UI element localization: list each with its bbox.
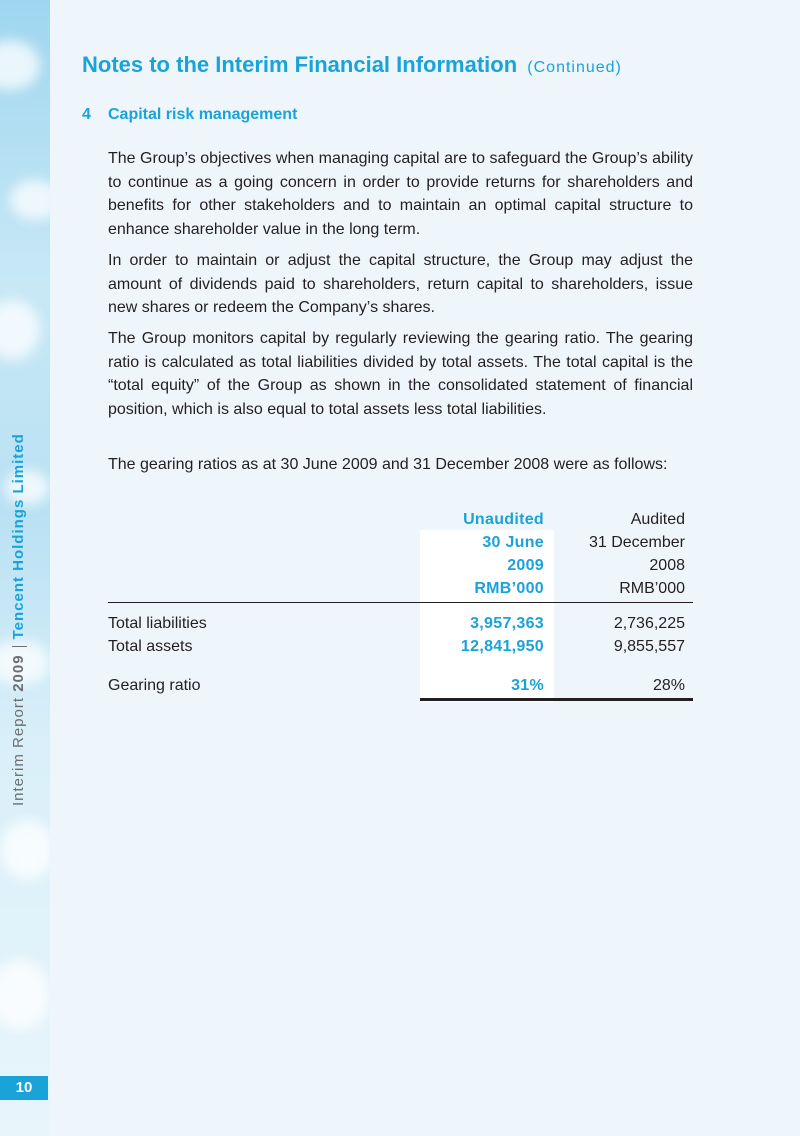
assets-2008: 9,855,557: [613, 638, 685, 655]
company-name: Tencent Holdings Limited: [10, 433, 27, 640]
continued-label: (Continued): [527, 59, 622, 76]
report-label: Interim Report: [10, 691, 27, 806]
col1-year: 2009: [507, 557, 544, 574]
liabilities-2009: 3,957,363: [470, 615, 544, 632]
col2-date: 31 December: [588, 534, 685, 551]
running-head-divider: [12, 646, 27, 647]
col1-unit: RMB’000: [474, 580, 544, 597]
section-heading: [82, 106, 297, 124]
col1-date: 30 June: [482, 534, 544, 551]
gearing-2009: 31%: [511, 677, 544, 694]
row-label-assets: Total assets: [108, 638, 193, 655]
page-number: 10: [0, 1076, 48, 1100]
row-label-gearing: Gearing ratio: [108, 677, 201, 694]
section-number: 4: [82, 106, 91, 123]
liabilities-2008: 2,736,225: [613, 615, 685, 632]
gearing-2008: 28%: [652, 677, 685, 694]
section-title: Capital risk management: [108, 106, 298, 123]
col1-status: Unaudited: [463, 511, 544, 528]
paragraph-monitoring: The Group monitors capital by regularly reviewing the gearing ratio. The gearing ratio is calculated as total liabilities divided by total assets. The total capital is the “total equity” of the Group as shown in the consolidated statement of financial position, which is also equal to total assets less total liabilities.: [108, 330, 693, 418]
assets-2009: 12,841,950: [460, 638, 544, 655]
paragraph-objectives: The Group’s objectives when managing capital are to safeguard the Group’s ability to continue as a going concern in order to provide returns for shareholders and benefits for other stakeholders and to maintain an optimal capital structure to enhance shareholder value in the long term.: [108, 150, 693, 238]
row-label-liabilities: Total liabilities: [108, 615, 207, 632]
col2-year: 2008: [649, 557, 685, 574]
paragraph-adjust: In order to maintain or adjust the capital structure, the Group may adjust the amount of dividends paid to shareholders, return capital to shareholders, issue new shares or redeem the Company’s shares.: [108, 252, 693, 316]
col2-status: Audited: [630, 511, 685, 528]
footer-rule: [420, 698, 693, 701]
gearing-ratio-table: [108, 508, 693, 704]
report-year: 2009: [10, 654, 27, 692]
page-title-text: Notes to the Interim Financial Information: [82, 52, 518, 77]
page-title: [82, 52, 622, 78]
header-rule: [108, 602, 693, 603]
paragraph-intro-table: The gearing ratios as at 30 June 2009 and 31 December 2008 were as follows:: [108, 456, 668, 473]
col2-unit: RMB’000: [619, 580, 685, 597]
